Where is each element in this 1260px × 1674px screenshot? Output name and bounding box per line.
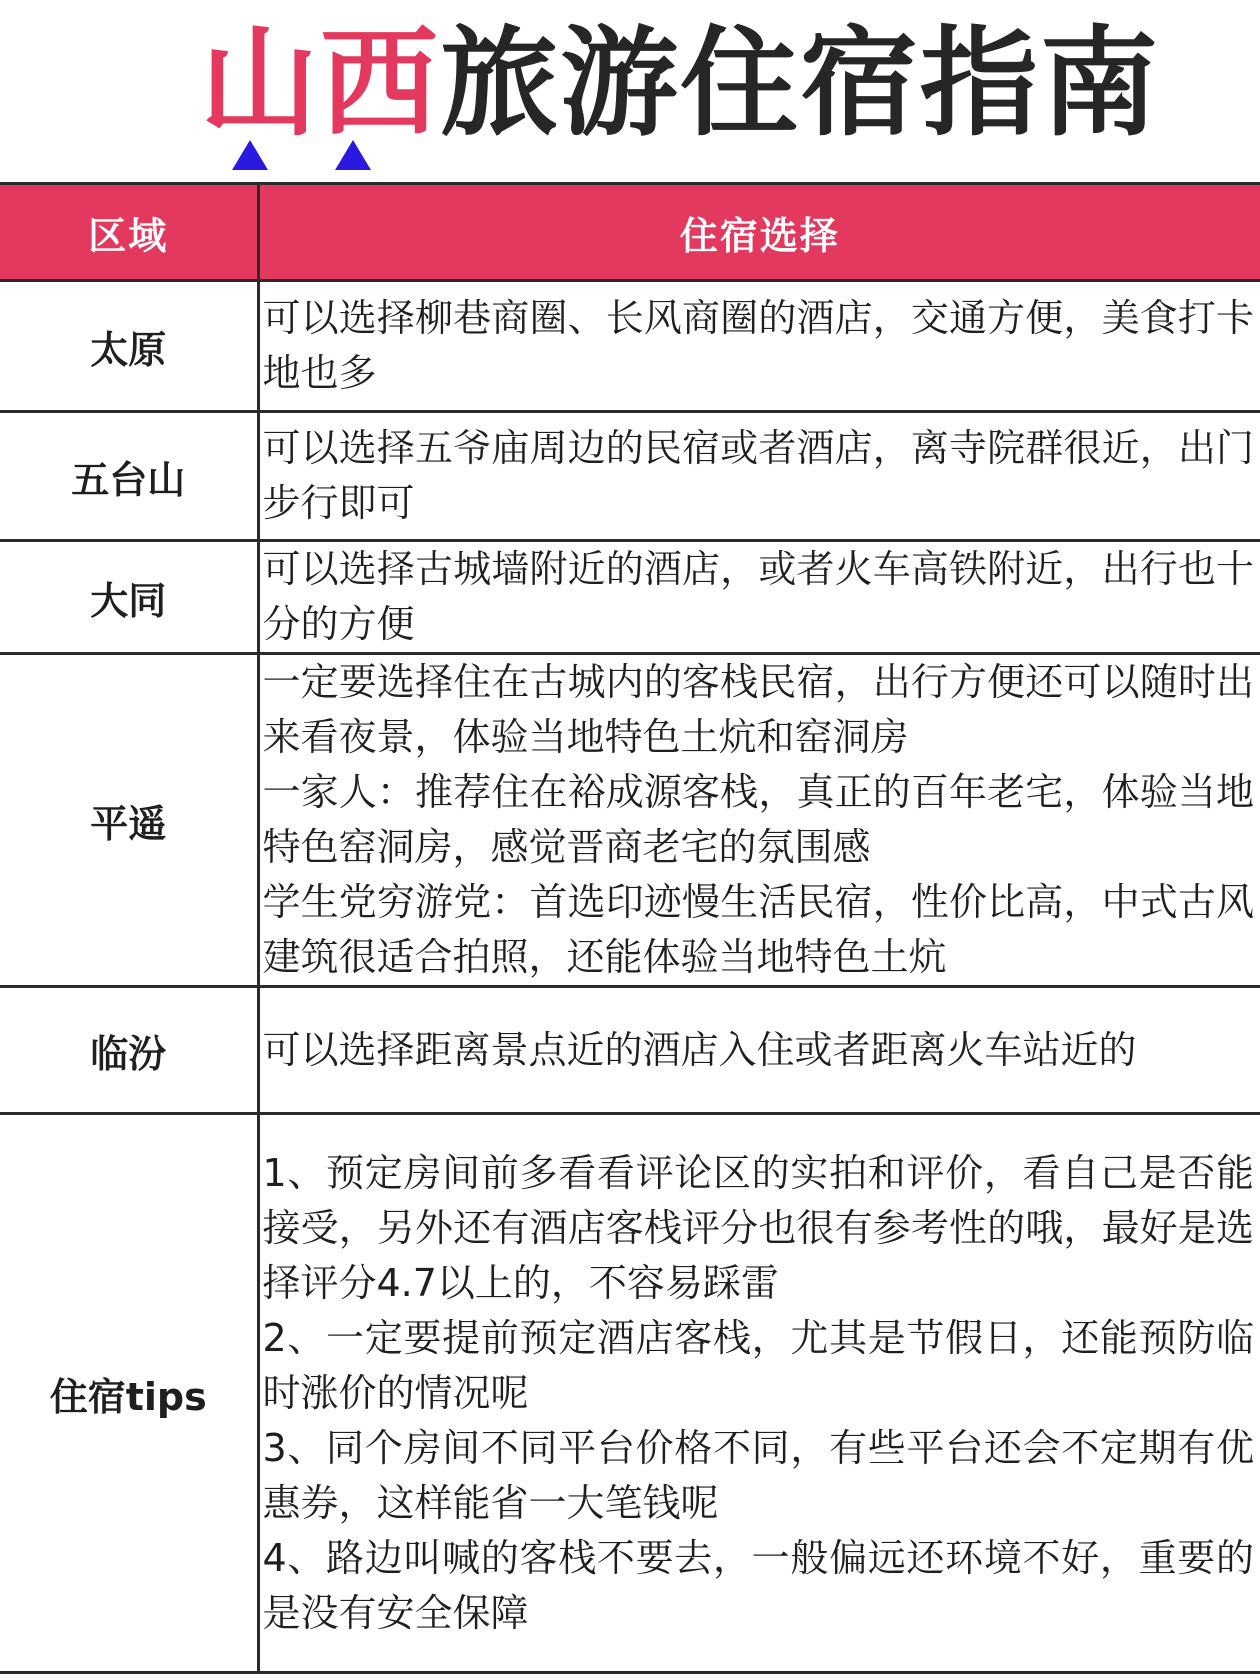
- accommodation-text: 可以选择五爷庙周边的民宿或者酒店，离寺院群很近，出门步行即可: [262, 426, 1254, 525]
- tip-text: 3、同个房间不同平台价格不同，有些平台还会不定期有优惠券，这样能省一大笔钱呢: [262, 1425, 1254, 1525]
- table-row: [0, 281, 1260, 412]
- accommodation-text: 可以选择古城墙附近的酒店，或者火车高铁附近，出行也十分的方便: [262, 547, 1254, 646]
- table-row: [0, 654, 1260, 987]
- tip-text: 4、路边叫喊的客栈不要去，一般偏远还环境不好，重要的是没有安全保障: [262, 1535, 1254, 1635]
- header-accommodation: 住宿选择: [258, 184, 1260, 281]
- accommodation-cell: [258, 987, 1260, 1114]
- triangle-icon: [335, 140, 371, 170]
- region-cell: 平遥: [0, 654, 258, 987]
- table-row: [0, 987, 1260, 1114]
- accommodation-cell: [258, 541, 1260, 654]
- region-cell: 大同: [0, 541, 258, 654]
- table-row: [0, 1114, 1260, 1673]
- region-cell: 临汾: [0, 987, 258, 1114]
- accommodation-table: [0, 182, 1260, 1674]
- tip-text: 1、预定房间前多看看评论区的实拍和评价，看自己是否能接受，另外还有酒店客栈评分也很有参考性的哦，最好是选择评分4.7以上的，不容易踩雷: [262, 1150, 1254, 1305]
- table-row: [0, 541, 1260, 654]
- decorative-triangles: [0, 140, 1260, 172]
- accommodation-cell: [258, 654, 1260, 987]
- accommodation-text: 可以选择柳巷商圈、长风商圈的酒店，交通方便，美食打卡地也多: [262, 296, 1254, 395]
- table-header-row: [0, 184, 1260, 281]
- accommodation-text: 学生党穷游党：首选印迹慢生活民宿，性价比高，中式古风建筑很适合拍照，还能体验当地特色土炕: [262, 880, 1254, 979]
- accommodation-cell: [258, 1114, 1260, 1673]
- title-banner: [0, 0, 1260, 182]
- header-region: 区域: [0, 184, 258, 281]
- region-cell: 住宿tips: [0, 1114, 258, 1673]
- table-row: [0, 412, 1260, 541]
- title-accent: 山西: [200, 14, 441, 152]
- accommodation-text: 可以选择距离景点近的酒店入住或者距离火车站近的: [262, 1027, 1137, 1072]
- accommodation-text: 一家人：推荐住在裕成源客栈，真正的百年老宅，体验当地特色窑洞房，感觉晋商老宅的氛围感: [262, 770, 1254, 869]
- title-rest: 旅游住宿指南: [440, 14, 1161, 152]
- accommodation-cell: [258, 412, 1260, 541]
- region-cell: 太原: [0, 281, 258, 412]
- accommodation-text: 一定要选择住在古城内的客栈民宿，出行方便还可以随时出来看夜景，体验当地特色土炕和窑洞房: [262, 660, 1254, 759]
- triangle-icon: [232, 140, 268, 170]
- page-title: [200, 14, 1161, 152]
- accommodation-cell: [258, 281, 1260, 412]
- region-cell: 五台山: [0, 412, 258, 541]
- tip-text: 2、一定要提前预定酒店客栈，尤其是节假日，还能预防临时涨价的情况呢: [262, 1315, 1254, 1415]
